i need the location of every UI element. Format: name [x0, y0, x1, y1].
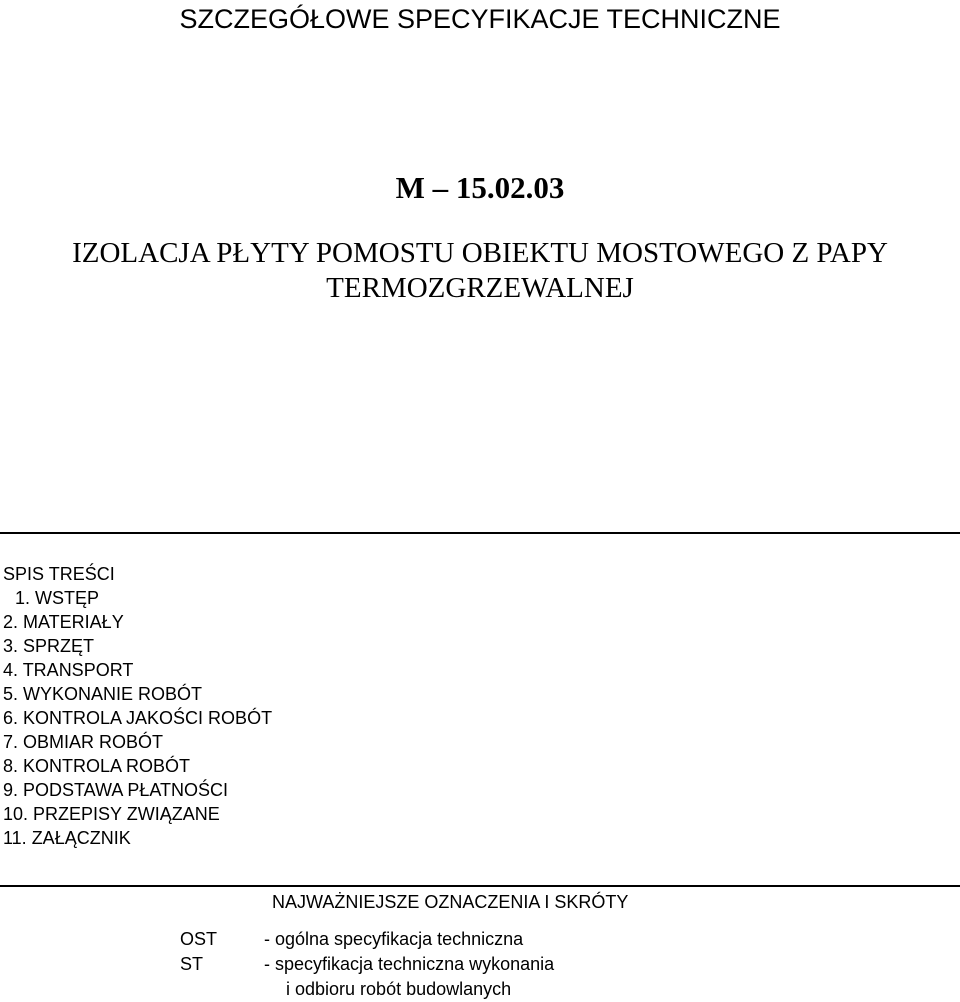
abbreviation-definition-continuation: i odbioru robót budowlanych [286, 979, 512, 999]
toc-item-1: 1. WSTĘP [15, 588, 100, 608]
toc-heading: SPIS TREŚCI [3, 564, 115, 584]
abbreviations-heading: NAJWAŻNIEJSZE OZNACZENIA I SKRÓTY [272, 892, 629, 912]
table-of-contents [3, 562, 272, 850]
abbreviation-term: ST [180, 954, 204, 974]
document-title-line-2: TERMOZGRZEWALNEJ [326, 272, 634, 304]
toc-item-9: 9. PODSTAWA PŁATNOŚCI [3, 780, 229, 800]
document-title [0, 236, 960, 306]
abbreviation-term: OST [180, 929, 218, 949]
toc-item-3: 3. SPRZĘT [3, 636, 95, 656]
toc-item-2: 2. MATERIAŁY [3, 612, 124, 632]
toc-item-7: 7. OBMIAR ROBÓT [3, 732, 164, 752]
document-title-line-1: IZOLACJA PŁYTY POMOSTU OBIEKTU MOSTOWEGO Z PAPY [72, 237, 888, 269]
toc-item-6: 6. KONTROLA JAKOŚCI ROBÓT [3, 708, 273, 728]
toc-item-4: 4. TRANSPORT [3, 660, 134, 680]
header-title: SZCZEGÓŁOWE SPECYFIKACJE TECHNICZNE [179, 4, 781, 34]
toc-list [3, 586, 272, 850]
toc-item-5: 5. WYKONANIE ROBÓT [3, 684, 203, 704]
toc-item-11: 11. ZAŁĄCZNIK [3, 828, 131, 848]
divider-top [0, 532, 960, 534]
abbreviation-definition: - specyfikacja techniczna wykonania [264, 954, 555, 974]
divider-bottom [0, 885, 960, 887]
toc-item-10: 10. PRZEPISY ZWIĄZANE [3, 804, 220, 824]
toc-item-8: 8. KONTROLA ROBÓT [3, 756, 191, 776]
abbreviation-definition: - ogólna specyfikacja techniczna [264, 929, 524, 949]
document-code: M – 15.02.03 [395, 170, 565, 205]
